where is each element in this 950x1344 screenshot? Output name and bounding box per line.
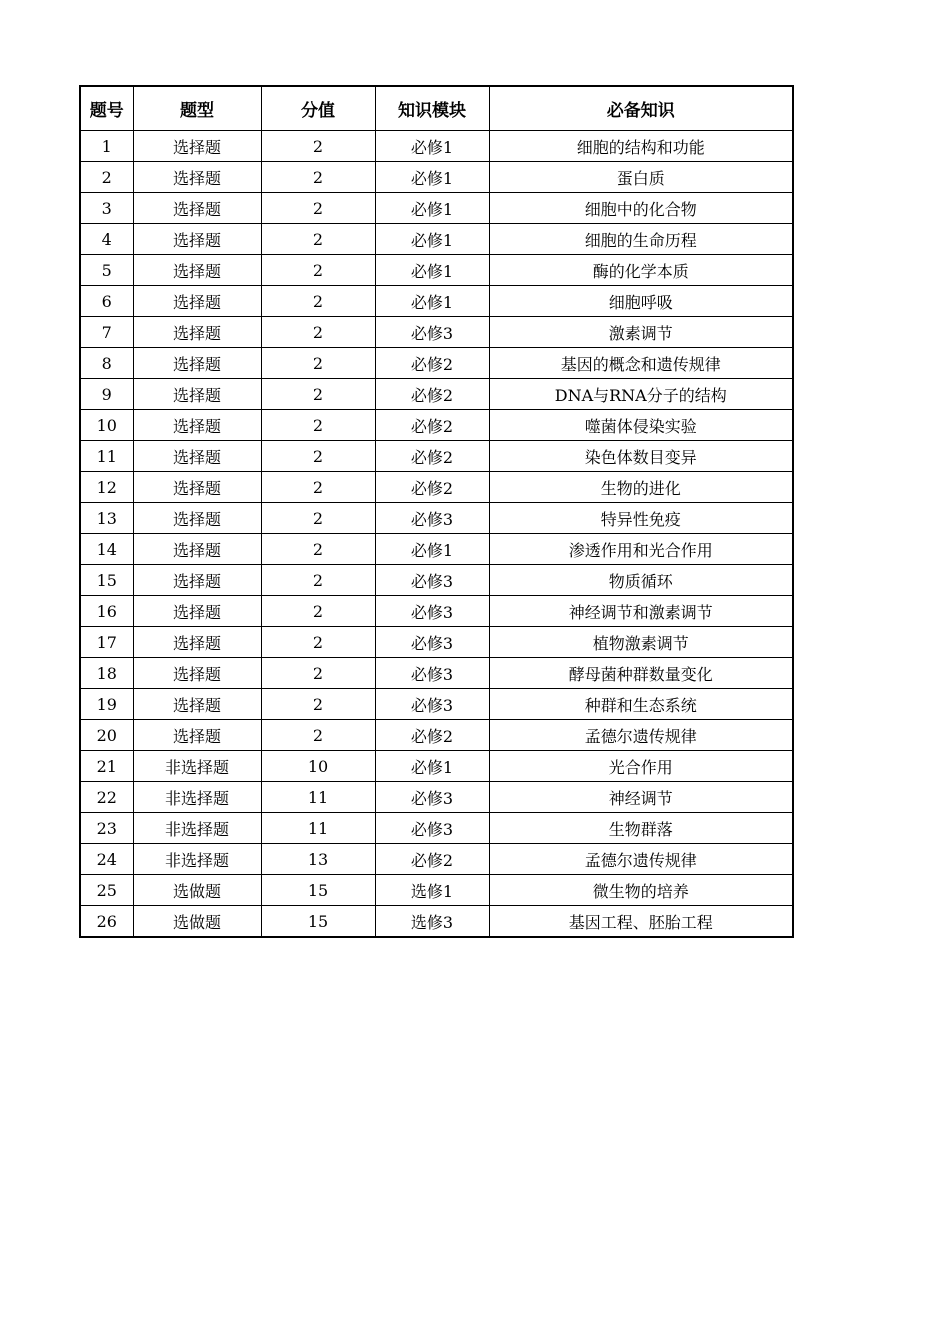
cell-question-type: 非选择题 [133, 844, 261, 875]
table-row [80, 410, 793, 441]
cell-required-knowledge: 渗透作用和光合作用 [489, 534, 793, 565]
cell-required-knowledge: 蛋白质 [489, 162, 793, 193]
cell-question-type: 选做题 [133, 875, 261, 906]
cell-question-type: 选择题 [133, 627, 261, 658]
cell-required-knowledge: DNA与RNA分子的结构 [489, 379, 793, 410]
cell-required-knowledge: 酶的化学本质 [489, 255, 793, 286]
cell-question-number: 12 [80, 472, 133, 503]
cell-knowledge-module: 必修1 [375, 286, 489, 317]
cell-required-knowledge: 特异性免疫 [489, 503, 793, 534]
cell-score: 2 [261, 131, 375, 162]
cell-knowledge-module: 必修1 [375, 162, 489, 193]
cell-question-type: 非选择题 [133, 782, 261, 813]
table-row [80, 751, 793, 782]
cell-score: 2 [261, 162, 375, 193]
cell-required-knowledge: 细胞的生命历程 [489, 224, 793, 255]
table-row [80, 720, 793, 751]
cell-required-knowledge: 生物的进化 [489, 472, 793, 503]
cell-question-type: 非选择题 [133, 813, 261, 844]
cell-question-number: 23 [80, 813, 133, 844]
cell-question-type: 选择题 [133, 379, 261, 410]
cell-question-number: 4 [80, 224, 133, 255]
cell-question-type: 选择题 [133, 689, 261, 720]
cell-score: 2 [261, 596, 375, 627]
cell-knowledge-module: 必修2 [375, 441, 489, 472]
cell-score: 13 [261, 844, 375, 875]
cell-question-number: 6 [80, 286, 133, 317]
cell-question-type: 选择题 [133, 596, 261, 627]
cell-question-number: 14 [80, 534, 133, 565]
table-row [80, 689, 793, 720]
cell-knowledge-module: 选修3 [375, 906, 489, 938]
table-row [80, 813, 793, 844]
table-row [80, 255, 793, 286]
cell-required-knowledge: 孟德尔遗传规律 [489, 720, 793, 751]
cell-question-number: 24 [80, 844, 133, 875]
table-row [80, 379, 793, 410]
cell-knowledge-module: 必修2 [375, 472, 489, 503]
table-row [80, 658, 793, 689]
cell-knowledge-module: 必修3 [375, 565, 489, 596]
cell-required-knowledge: 微生物的培养 [489, 875, 793, 906]
cell-question-number: 22 [80, 782, 133, 813]
cell-score: 2 [261, 441, 375, 472]
cell-required-knowledge: 酵母菌种群数量变化 [489, 658, 793, 689]
table-row [80, 131, 793, 162]
cell-knowledge-module: 必修1 [375, 193, 489, 224]
cell-question-type: 选择题 [133, 224, 261, 255]
cell-required-knowledge: 神经调节 [489, 782, 793, 813]
cell-score: 2 [261, 565, 375, 596]
cell-question-number: 18 [80, 658, 133, 689]
cell-knowledge-module: 必修2 [375, 410, 489, 441]
cell-knowledge-module: 必修2 [375, 379, 489, 410]
table-row [80, 503, 793, 534]
cell-question-number: 7 [80, 317, 133, 348]
cell-score: 2 [261, 503, 375, 534]
cell-question-number: 1 [80, 131, 133, 162]
table-row [80, 844, 793, 875]
cell-question-number: 2 [80, 162, 133, 193]
cell-required-knowledge: 生物群落 [489, 813, 793, 844]
cell-required-knowledge: 细胞呼吸 [489, 286, 793, 317]
table-row [80, 906, 793, 938]
cell-score: 15 [261, 875, 375, 906]
table-row [80, 627, 793, 658]
cell-score: 2 [261, 720, 375, 751]
cell-score: 2 [261, 689, 375, 720]
cell-score: 2 [261, 534, 375, 565]
cell-required-knowledge: 激素调节 [489, 317, 793, 348]
cell-required-knowledge: 物质循环 [489, 565, 793, 596]
cell-score: 2 [261, 348, 375, 379]
cell-knowledge-module: 必修2 [375, 844, 489, 875]
cell-required-knowledge: 噬菌体侵染实验 [489, 410, 793, 441]
cell-question-type: 选择题 [133, 131, 261, 162]
cell-score: 2 [261, 224, 375, 255]
header-knowledge-module: 知识模块 [375, 86, 489, 131]
cell-question-type: 选择题 [133, 193, 261, 224]
cell-required-knowledge: 光合作用 [489, 751, 793, 782]
cell-score: 2 [261, 627, 375, 658]
table-row [80, 875, 793, 906]
header-score: 分值 [261, 86, 375, 131]
cell-question-number: 8 [80, 348, 133, 379]
table-row [80, 565, 793, 596]
cell-knowledge-module: 必修1 [375, 131, 489, 162]
knowledge-table [79, 85, 794, 938]
table-row [80, 348, 793, 379]
cell-question-type: 选择题 [133, 720, 261, 751]
cell-knowledge-module: 必修1 [375, 534, 489, 565]
cell-score: 11 [261, 813, 375, 844]
table-header-row [80, 86, 793, 131]
cell-question-number: 16 [80, 596, 133, 627]
cell-question-type: 选做题 [133, 906, 261, 938]
table-row [80, 534, 793, 565]
cell-required-knowledge: 细胞中的化合物 [489, 193, 793, 224]
cell-question-type: 选择题 [133, 410, 261, 441]
cell-question-type: 选择题 [133, 503, 261, 534]
cell-knowledge-module: 必修1 [375, 751, 489, 782]
table-row [80, 193, 793, 224]
cell-question-number: 3 [80, 193, 133, 224]
cell-question-number: 20 [80, 720, 133, 751]
cell-question-type: 选择题 [133, 565, 261, 596]
table-row [80, 224, 793, 255]
cell-question-type: 选择题 [133, 255, 261, 286]
cell-question-number: 15 [80, 565, 133, 596]
cell-score: 10 [261, 751, 375, 782]
cell-question-type: 非选择题 [133, 751, 261, 782]
cell-score: 2 [261, 410, 375, 441]
cell-required-knowledge: 基因工程、胚胎工程 [489, 906, 793, 938]
table-row [80, 317, 793, 348]
cell-score: 2 [261, 255, 375, 286]
cell-question-type: 选择题 [133, 658, 261, 689]
table-row [80, 162, 793, 193]
cell-question-number: 26 [80, 906, 133, 938]
cell-knowledge-module: 必修3 [375, 596, 489, 627]
cell-knowledge-module: 必修1 [375, 255, 489, 286]
cell-question-number: 19 [80, 689, 133, 720]
cell-score: 15 [261, 906, 375, 938]
cell-question-type: 选择题 [133, 441, 261, 472]
cell-knowledge-module: 必修2 [375, 348, 489, 379]
table-body [80, 131, 793, 938]
cell-required-knowledge: 植物激素调节 [489, 627, 793, 658]
cell-required-knowledge: 神经调节和激素调节 [489, 596, 793, 627]
cell-question-number: 21 [80, 751, 133, 782]
cell-score: 2 [261, 193, 375, 224]
cell-knowledge-module: 必修3 [375, 503, 489, 534]
cell-question-number: 11 [80, 441, 133, 472]
cell-knowledge-module: 必修3 [375, 689, 489, 720]
cell-required-knowledge: 染色体数目变异 [489, 441, 793, 472]
header-question-type: 题型 [133, 86, 261, 131]
cell-question-type: 选择题 [133, 472, 261, 503]
cell-question-number: 10 [80, 410, 133, 441]
cell-knowledge-module: 必修3 [375, 627, 489, 658]
cell-question-number: 13 [80, 503, 133, 534]
cell-question-number: 25 [80, 875, 133, 906]
cell-required-knowledge: 孟德尔遗传规律 [489, 844, 793, 875]
cell-score: 2 [261, 472, 375, 503]
cell-required-knowledge: 基因的概念和遗传规律 [489, 348, 793, 379]
cell-question-type: 选择题 [133, 534, 261, 565]
cell-required-knowledge: 种群和生态系统 [489, 689, 793, 720]
cell-score: 2 [261, 379, 375, 410]
cell-required-knowledge: 细胞的结构和功能 [489, 131, 793, 162]
table-row [80, 441, 793, 472]
cell-question-number: 9 [80, 379, 133, 410]
cell-knowledge-module: 必修3 [375, 317, 489, 348]
header-required-knowledge: 必备知识 [489, 86, 793, 131]
cell-question-type: 选择题 [133, 348, 261, 379]
cell-question-number: 17 [80, 627, 133, 658]
cell-question-number: 5 [80, 255, 133, 286]
cell-score: 2 [261, 317, 375, 348]
table-row [80, 782, 793, 813]
cell-knowledge-module: 必修2 [375, 720, 489, 751]
table-row [80, 286, 793, 317]
cell-knowledge-module: 必修3 [375, 782, 489, 813]
cell-knowledge-module: 必修3 [375, 813, 489, 844]
cell-score: 11 [261, 782, 375, 813]
cell-question-type: 选择题 [133, 317, 261, 348]
cell-question-type: 选择题 [133, 162, 261, 193]
cell-score: 2 [261, 658, 375, 689]
cell-score: 2 [261, 286, 375, 317]
table-row [80, 472, 793, 503]
cell-knowledge-module: 必修3 [375, 658, 489, 689]
cell-knowledge-module: 选修1 [375, 875, 489, 906]
cell-question-type: 选择题 [133, 286, 261, 317]
header-question-number: 题号 [80, 86, 133, 131]
table-row [80, 596, 793, 627]
cell-knowledge-module: 必修1 [375, 224, 489, 255]
